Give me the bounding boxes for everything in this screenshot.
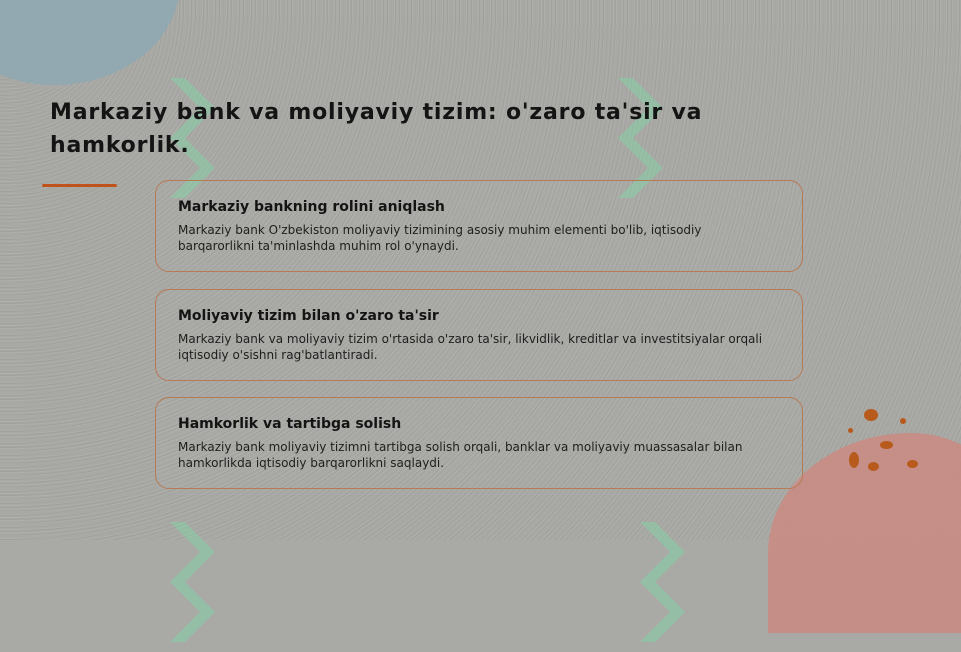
slide-title: Markaziy bank va moliyaviy tizim: o'zaro ta'sir va hamkorlik. [50,100,703,158]
card-central-bank-role [155,180,803,272]
decorative-dot [868,462,879,471]
decorative-dot [880,441,893,449]
decorative-dot [849,452,859,468]
title-accent-line [42,184,117,187]
watermark-logo-icon [620,512,710,652]
watermark-logo-icon [150,512,240,652]
decorative-dot [900,418,906,424]
card-text: Markaziy bank va moliyaviy tizim o'rtasida o'zaro ta'sir, likvidlik, kreditlar va investitsiyalar orqali iqtisodiy o'sishni rag'batlantiradi. [178,332,763,362]
card-heading: Moliyaviy tizim bilan o'zaro ta'sir [178,308,439,324]
card-text: Markaziy bank moliyaviy tizimni tartibga solish orqali, banklar va moliyaviy muassasalar bilan hamkorlikda iqtisodiy barqarorlikni saqlaydi. [178,440,743,470]
card-heading: Markaziy bankning rolini aniqlash [178,199,445,215]
card-text: Markaziy bank O'zbekiston moliyaviy tizimining asosiy muhim elementi bo'lib, iqtisodiy barqarorlikni ta'minlashda muhim rol o'ynaydi. [178,223,702,253]
card-heading: Hamkorlik va tartibga solish [178,416,402,432]
decorative-dot [864,409,878,421]
decorative-dot [907,460,918,468]
decorative-dot [848,428,853,433]
card-cooperation-regulation [155,397,803,489]
card-financial-interaction [155,289,803,381]
